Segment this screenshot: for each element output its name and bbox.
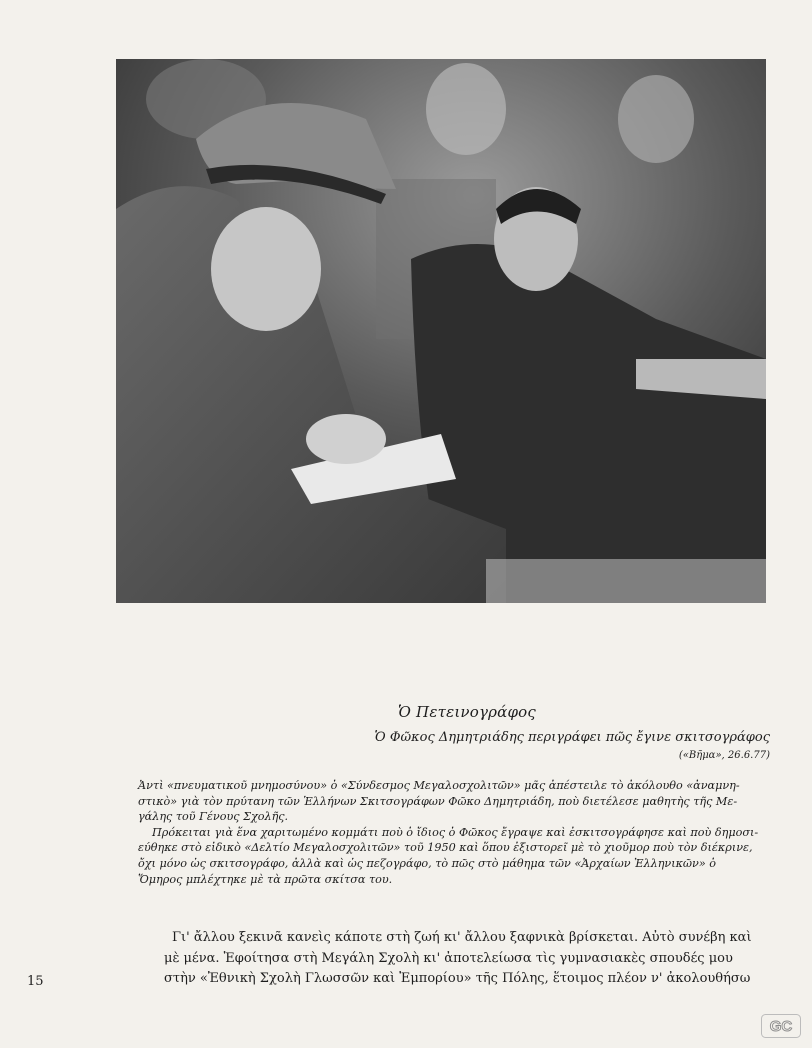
article-title: Ὁ Πετεινογράφος	[398, 703, 537, 721]
article-source: («Βῆμα», 26.6.77)	[678, 750, 770, 761]
body-line: Γι' ἄλλου ξεκινᾶ κανεὶς κάποτε στὴ ζωή κι' ἄλλου ξαφνικὰ βρίσκεται. Αὐτὸ συνέβη καὶ	[172, 930, 752, 945]
watermark-text: GC	[769, 1018, 793, 1035]
intro-line: ὄχι μόνο ὡς σκιτσογράφο, ἀλλὰ καὶ ὡς πεζογράφο, τὸ πῶς στὸ μάθημα τῶν «Ἀρχαίων Ἑλληνικῶν» ὁ	[138, 856, 716, 870]
watermark-logo	[761, 1014, 801, 1038]
body-line: στὴν «Ἐθνικὴ Σχολὴ Γλωσσῶν καὶ Ἐμπορίου» τῆς Πόλης, ἕτοιμος πλέον ν' ἀκολουθήσω	[164, 971, 751, 986]
body-line: μὲ μένα. Ἐφοίτησα στὴ Μεγάλη Σχολὴ κι' ἀποτελείωσα τὶς γυμνασιακὲς σπουδές μου	[164, 950, 733, 966]
intro-line: γάλης τοῦ Γένους Σχολῆς.	[138, 810, 289, 824]
photograph	[116, 59, 766, 603]
intro-paragraph	[138, 778, 770, 887]
article-subtitle: Ὁ Φῶκος Δημητριάδης περιγράφει πῶς ἔγινε σκιτσογράφος	[374, 730, 770, 745]
intro-line: εύθηκε στὸ εἰδικὸ «Δελτίο Μεγαλοσχολιτῶν» τοῦ 1950 καὶ ὅπου ἐξιστορεῖ μὲ τὸ χιοῦμορ ποὺ τὸν διέκρινε,	[138, 841, 753, 855]
intro-line: στικὸ» γιὰ τὸν πρύτανη τῶν Ἑλλήνων Σκιτσογράφων Φῶκο Δημητριάδη, ποὺ διετέλεσε μαθητὴς τῆς Με-	[138, 794, 738, 808]
page-number: 15	[27, 974, 44, 989]
intro-line: Πρόκειται γιὰ ἕνα χαριτωμένο κομμάτι ποὺ ὁ ἴδιος ὁ Φῶκος ἔγραψε καὶ ἐσκιτσογράφησε καὶ ποὺ δημοσι-	[152, 825, 759, 839]
photograph-illustration	[116, 59, 766, 603]
intro-line: Ὅμηρος μπλέχτηκε μὲ τὰ πρῶτα σκίτσα του.	[138, 872, 393, 886]
intro-line: Ἀντὶ «πνευματικοῦ μνημοσύνου» ὁ «Σύνδεσμος Μεγαλοσχολιτῶν» μᾶς ἀπέστειλε τὸ ἀκόλουθο «ἀναμνη-	[138, 779, 740, 792]
body-paragraph	[164, 928, 770, 990]
